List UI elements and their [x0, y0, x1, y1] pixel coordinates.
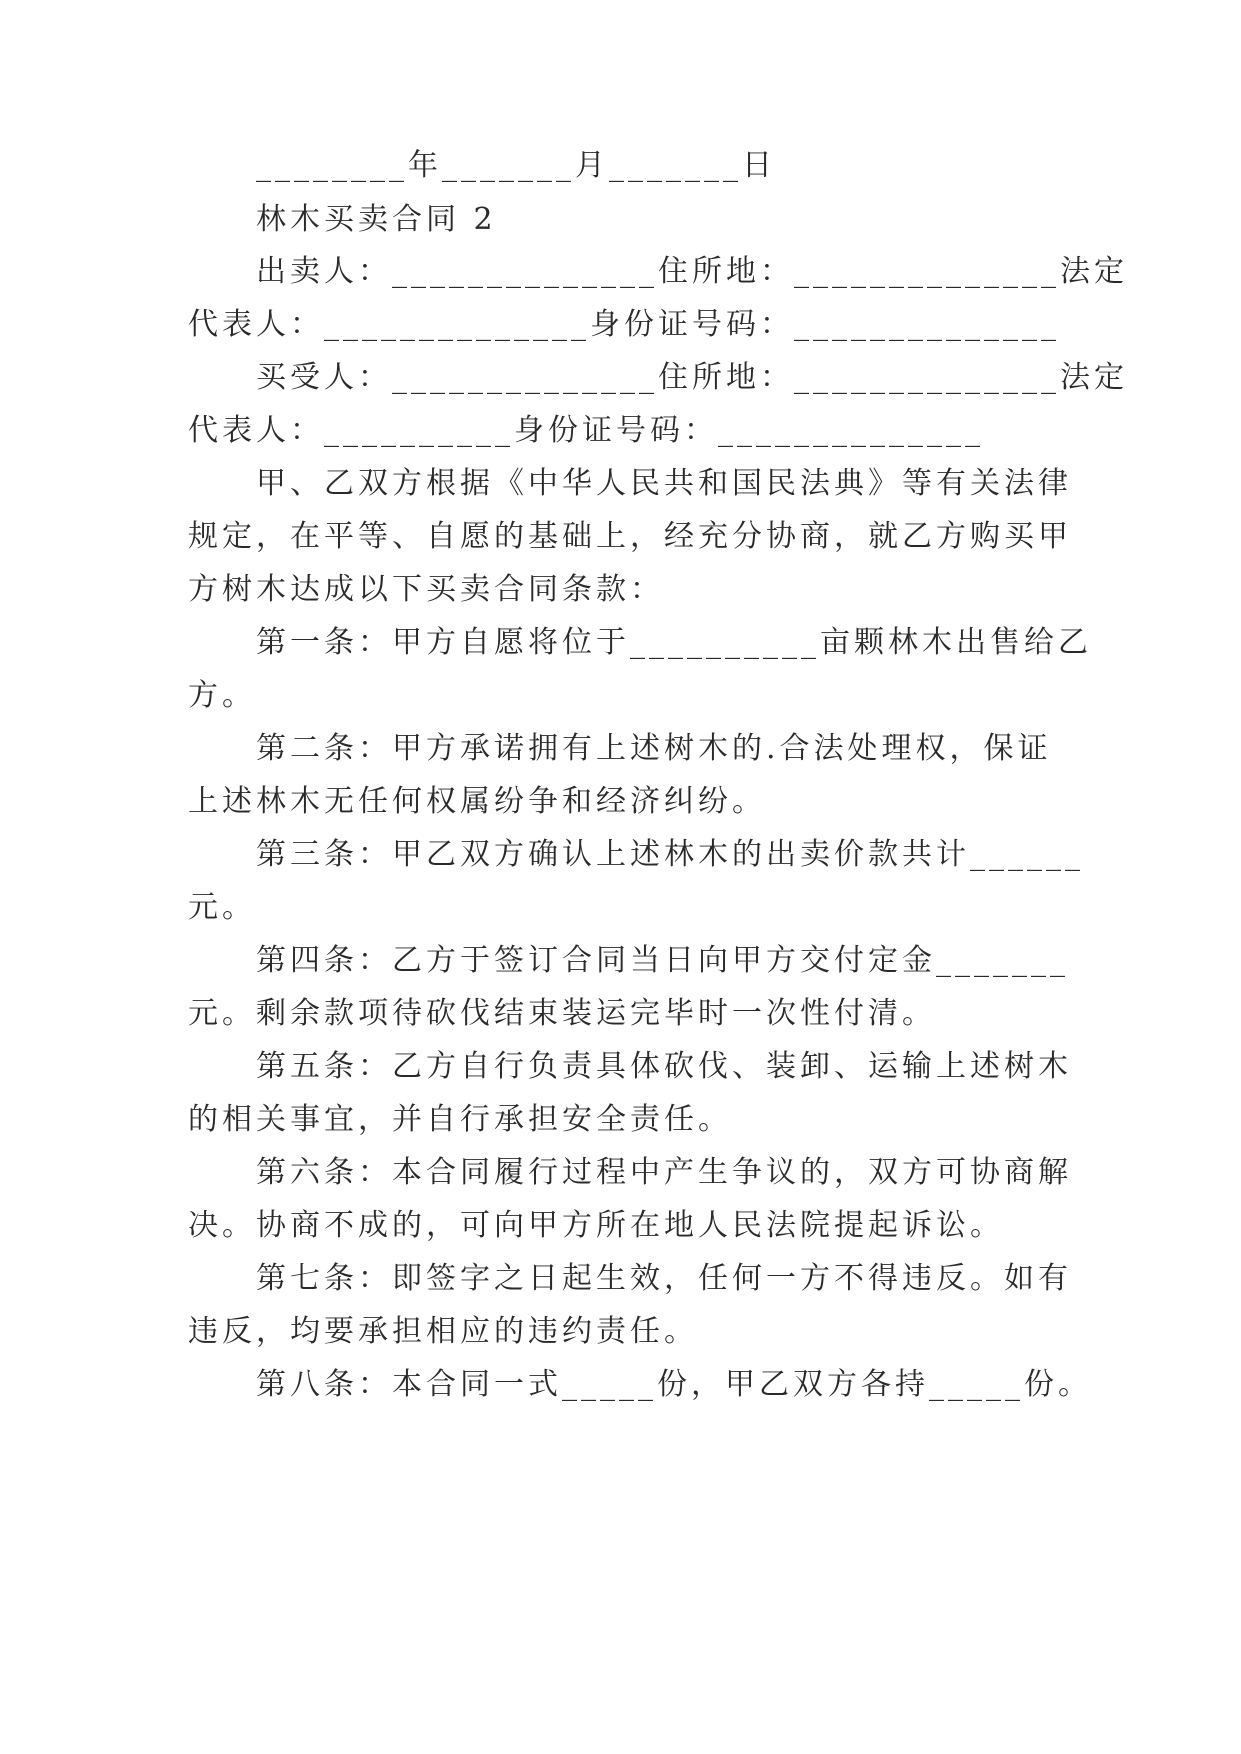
article-2-line-1: 第二条：甲方承诺拥有上述树木的.合法处理权，保证	[256, 731, 1052, 766]
intro-line-2: 规定，在平等、自愿的基础上，经充分协商，就乙方购买甲	[188, 519, 1072, 554]
article-3-line-2: 元。	[188, 890, 256, 925]
article-1-line-1: 第一条：甲方自愿将位于__________亩颗林木出售给乙	[256, 625, 1092, 660]
article-6-line-1: 第六条：本合同履行过程中产生争议的，双方可协商解	[256, 1155, 1072, 1190]
article-5-line-2: 的相关事宜，并自行承担安全责任。	[188, 1102, 732, 1137]
article-1-line-2: 方。	[188, 678, 256, 713]
intro-line-1: 甲、乙双方根据《中华人民共和国民法典》等有关法律	[256, 466, 1072, 501]
buyer-line-1: 买受人：______________住所地：______________法定	[256, 360, 1128, 395]
article-5-line-1: 第五条：乙方自行负责具体砍伐、装卸、运输上述树木	[256, 1049, 1072, 1084]
article-8-line-1: 第八条：本合同一式_____份，甲乙双方各持_____份。	[256, 1367, 1092, 1402]
article-4-line-1: 第四条：乙方于签订合同当日向甲方交付定金_______	[256, 943, 1069, 978]
intro-line-3: 方树木达成以下买卖合同条款：	[188, 572, 664, 607]
article-7-line-1: 第七条：即签字之日起生效，任何一方不得违反。如有	[256, 1261, 1072, 1296]
seller-line-1: 出卖人：______________住所地：______________法定	[256, 254, 1128, 289]
article-4-line-2: 元。剩余款项待砍伐结束装运完毕时一次性付清。	[188, 996, 936, 1031]
buyer-line-2: 代表人：__________身份证号码：______________	[188, 413, 984, 448]
article-2-line-2: 上述林木无任何权属纷争和经济纠纷。	[188, 784, 766, 819]
date-line: ________年_______月_______日	[256, 148, 776, 183]
seller-line-2: 代表人：______________身份证号码：______________	[188, 307, 1060, 342]
document-title: 林木买卖合同 2	[256, 202, 497, 237]
article-3-line-1: 第三条：甲乙双方确认上述林木的出卖价款共计______	[256, 837, 1084, 872]
article-7-line-2: 违反，均要承担相应的违约责任。	[188, 1314, 698, 1349]
article-6-line-2: 决。协商不成的，可向甲方所在地人民法院提起诉讼。	[188, 1208, 1004, 1243]
